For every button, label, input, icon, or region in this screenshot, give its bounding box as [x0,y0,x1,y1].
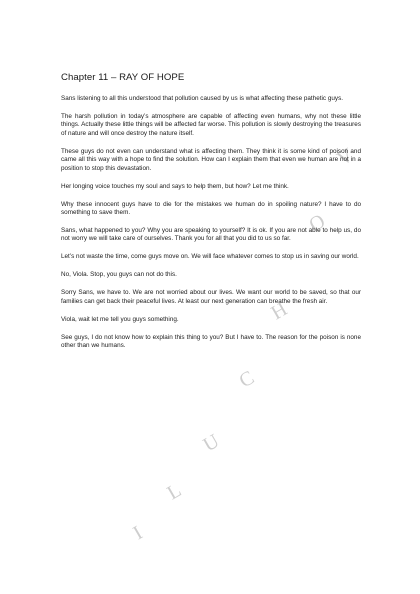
paragraph: Sans listening to all this understood that pollution caused by us is what affecting these pathetic guys. [61,95,344,102]
paragraph: Why these innocent guys have to die for the mistakes we human do in spoiling nature? I have to do something to save them. [61,200,361,217]
watermark-letter: H [267,298,292,325]
paragraph: Sans, what happened to you? Why you are speaking to yourself? It is ok. If you are not able to help us, do not worry we will take care of ourselves. Thank you for all that you did to us so far. [61,227,361,243]
paragraph: Her longing voice touches my soul and says to help them, but how? Let me think. [61,182,289,190]
watermark-letter: I [129,521,147,545]
watermark-letter: O [305,210,330,237]
paragraph: The harsh pollution in today’s atmosphere are capable of affecting even humans, why not these little things. Actually these little things will be affected far worse. This pollution is slowly destroying the treasures of nature and will once destroy the nature itself. [61,113,361,137]
chapter-title: Chapter 11 – RAY OF HOPE [61,72,185,83]
paragraph: Sorry Sans, we have to. We are not worried about our lives. We want our world to be saved, so that our families can get back their peaceful lives. At least our next generation can breathe the fresh air. [61,289,361,305]
watermark-letter: L [163,479,186,505]
watermark-letter: U [199,430,224,457]
paragraph: Let’s not waste the time, come guys move on. We will face whatever comes to stop us in saving our world. [61,253,359,261]
document-body [61,72,361,360]
paragraph: See guys, I do not know how to explain this thing to you? But I have to. The reason for the poison is none other than we humans. [61,333,361,350]
paragraph: Viola, wait let me tell you guys something. [61,315,179,323]
watermark-letter: C [235,366,259,393]
watermark-letter: V [333,144,358,171]
paragraph: No, Viola. Stop, you guys can not do this. [61,271,177,279]
paragraph: These guys do not even can understand what is affecting them. They think it is some kind of poison and came all this way with a hope to find the solution. How can I explain them that even we human are not in a position to stop this devastation. [61,147,361,172]
